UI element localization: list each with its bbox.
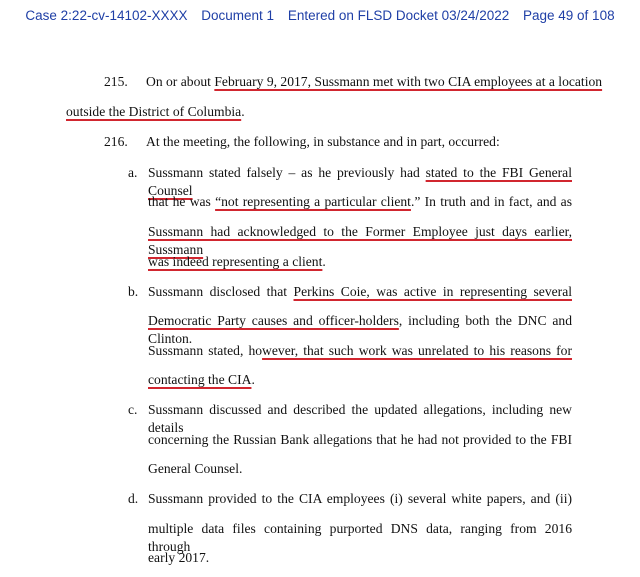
- item-a-line-2: [148, 193, 572, 211]
- paragraph-number-216: 216.: [104, 134, 128, 149]
- item-c-line-3: General Counsel.: [148, 461, 243, 476]
- underlined-text: Democratic Party causes and officer-holders: [148, 313, 399, 328]
- item-b-line-4: [148, 371, 255, 389]
- item-label-c: c.: [128, 402, 138, 417]
- paragraph-215-line-1: [146, 73, 602, 91]
- text-segment: .: [241, 104, 245, 119]
- case-number: Case 2:22-cv-14102-XXXX: [25, 8, 188, 23]
- item-c-line-1: Sussmann discussed and described the updated allegations, including new details: [148, 402, 572, 435]
- paragraph-215-line-2: [66, 103, 245, 121]
- underlined-text: outside the District of Columbia: [66, 104, 242, 119]
- item-label-b: b.: [128, 284, 139, 299]
- item-label-d: d.: [128, 491, 139, 506]
- text-segment: .: [251, 372, 255, 387]
- document-number: Document 1: [201, 8, 275, 23]
- item-b-line-1: [148, 283, 572, 301]
- text-segment: that he was: [148, 194, 216, 209]
- item-a-line-4: [148, 253, 326, 271]
- item-c-line-2: concerning the Russian Bank allegations that he had not provided to the FBI: [148, 432, 572, 447]
- underlined-text: wever, that such work was unrelated to his reasons for: [262, 343, 573, 358]
- underlined-text: February 9, 2017, Sussmann met with two CIA employees at a location: [214, 74, 603, 89]
- text-segment: .” In truth and in fact, and as: [410, 194, 573, 209]
- underlined-text: “not representing a particular client: [215, 194, 411, 209]
- item-d-line-1: Sussmann provided to the CIA employees (i) several white papers, and (ii): [148, 491, 572, 506]
- item-d-line-2: multiple data files containing purported DNS data, ranging from 2016 through: [148, 521, 572, 554]
- text-segment: , including both the DNC and Clinton.: [148, 313, 572, 346]
- paragraph-216-text: At the meeting, the following, in substance and in part, occurred:: [146, 134, 500, 149]
- underlined-text: stated to the FBI General Counsel: [148, 165, 572, 198]
- underlined-text: Perkins Coie, was active in representing several: [293, 284, 572, 299]
- docket-entry: Entered on FLSD Docket 03/24/2022: [287, 8, 510, 23]
- item-label-a: a.: [128, 165, 138, 180]
- underlined-text: Sussmann had acknowledged to the Former Employee just days earlier, Sussmann: [148, 224, 572, 257]
- item-b-line-3: [148, 342, 572, 360]
- text-segment: Sussmann stated, ho: [148, 343, 263, 358]
- paragraph-number-215: 215.: [104, 74, 128, 89]
- page-number: Page 49 of 108: [523, 8, 615, 23]
- text-segment: Sussmann stated falsely – as he previously had: [148, 165, 426, 180]
- text-segment: On or about: [146, 74, 215, 89]
- text-segment: Sussmann disclosed that: [148, 284, 294, 299]
- text-segment: .: [322, 254, 326, 269]
- underlined-text: was indeed representing a client: [148, 254, 323, 269]
- docket-header: [0, 8, 640, 23]
- underlined-text: contacting the CIA: [148, 372, 252, 387]
- item-d-line-3: early 2017.: [148, 550, 210, 565]
